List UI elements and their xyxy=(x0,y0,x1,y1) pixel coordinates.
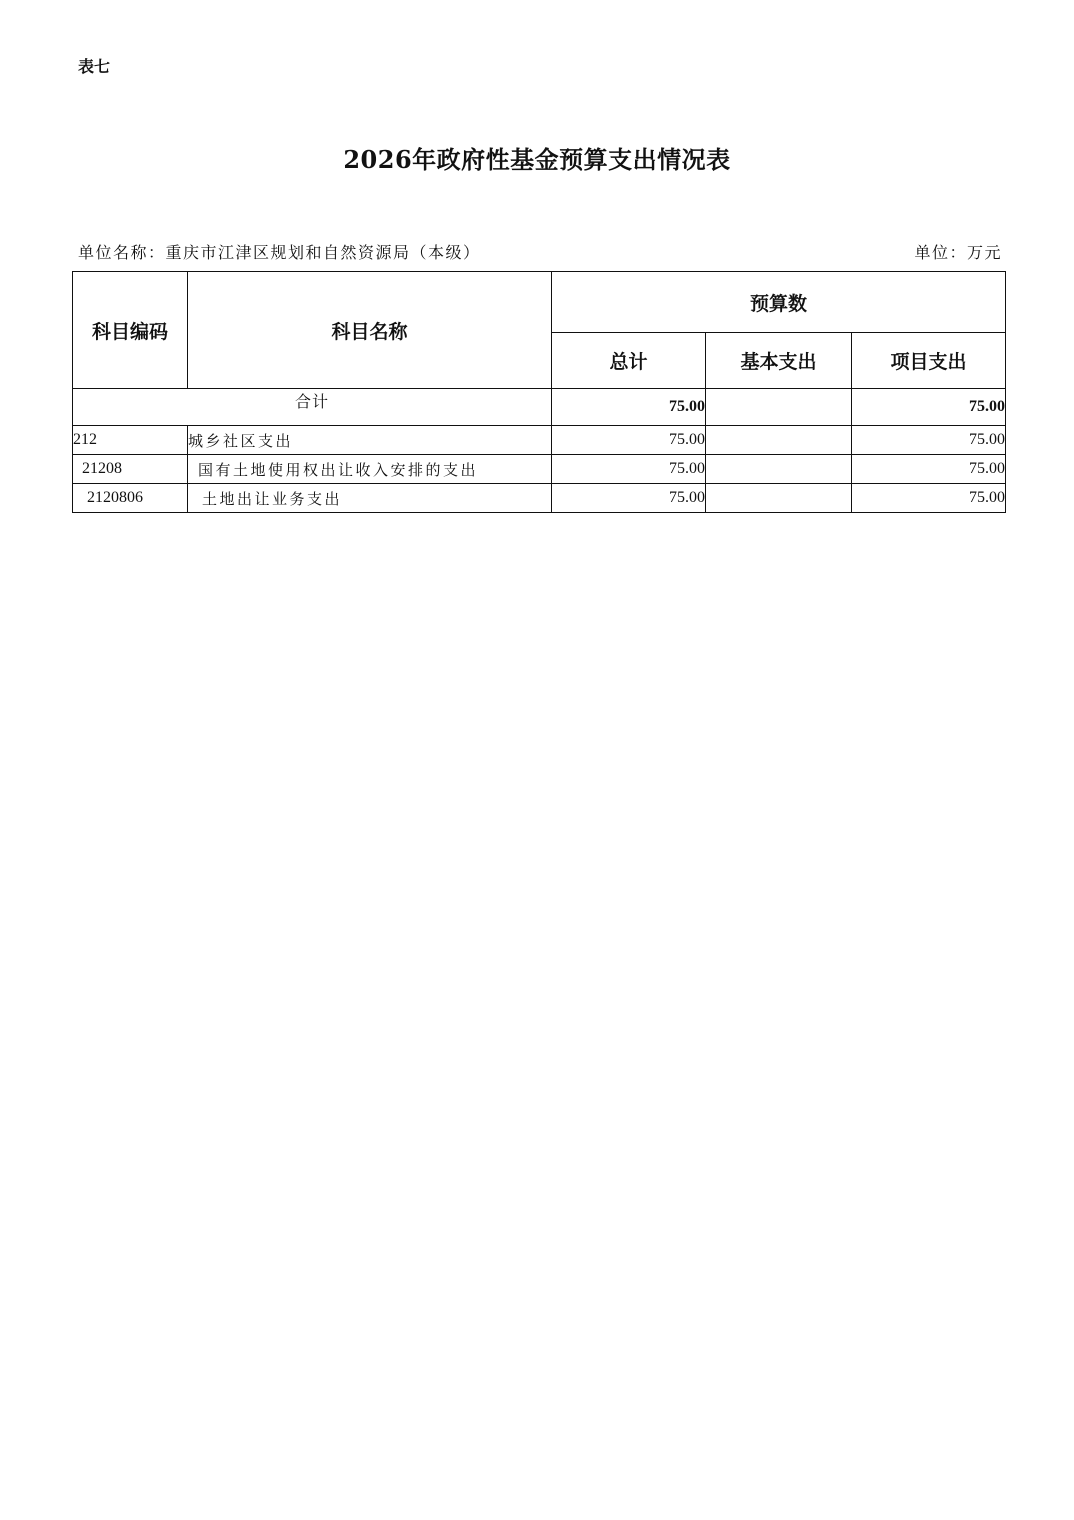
row-project: 75.00 xyxy=(852,455,1006,484)
row-code: 21208 xyxy=(73,455,188,484)
row-total: 75.00 xyxy=(552,455,706,484)
total-amount: 75.00 xyxy=(552,389,706,426)
header-total: 总计 xyxy=(552,333,706,389)
header-name: 科目名称 xyxy=(188,272,552,389)
currency-unit: 单位：万元 xyxy=(914,243,1002,262)
total-basic xyxy=(706,389,852,426)
row-basic xyxy=(706,484,852,513)
total-project: 75.00 xyxy=(852,389,1006,426)
row-basic xyxy=(706,455,852,484)
header-project: 项目支出 xyxy=(852,333,1006,389)
row-name: 土地出让业务支出 xyxy=(188,484,552,513)
header-basic: 基本支出 xyxy=(706,333,852,389)
row-code: 212 xyxy=(73,426,188,455)
organization-name: 单位名称：重庆市江津区规划和自然资源局（本级） xyxy=(78,243,481,262)
row-name: 城乡社区支出 xyxy=(188,426,552,455)
total-label: 合计 xyxy=(73,389,552,426)
header-row-top xyxy=(73,272,1006,333)
row-project: 75.00 xyxy=(852,426,1006,455)
row-total: 75.00 xyxy=(552,426,706,455)
row-name: 国有土地使用权出让收入安排的支出 xyxy=(188,455,552,484)
header-budget: 预算数 xyxy=(552,272,1006,333)
row-basic xyxy=(706,426,852,455)
header-code: 科目编码 xyxy=(73,272,188,389)
row-code: 2120806 xyxy=(73,484,188,513)
row-project: 75.00 xyxy=(852,484,1006,513)
table-label: 表七 xyxy=(78,57,111,76)
total-row xyxy=(73,389,1006,426)
table-row xyxy=(73,484,1006,513)
table-row xyxy=(73,426,1006,455)
row-total: 75.00 xyxy=(552,484,706,513)
budget-table xyxy=(72,271,1006,513)
page-title: 2026年政府性基金预算支出情况表 xyxy=(343,145,731,174)
table-row xyxy=(73,455,1006,484)
